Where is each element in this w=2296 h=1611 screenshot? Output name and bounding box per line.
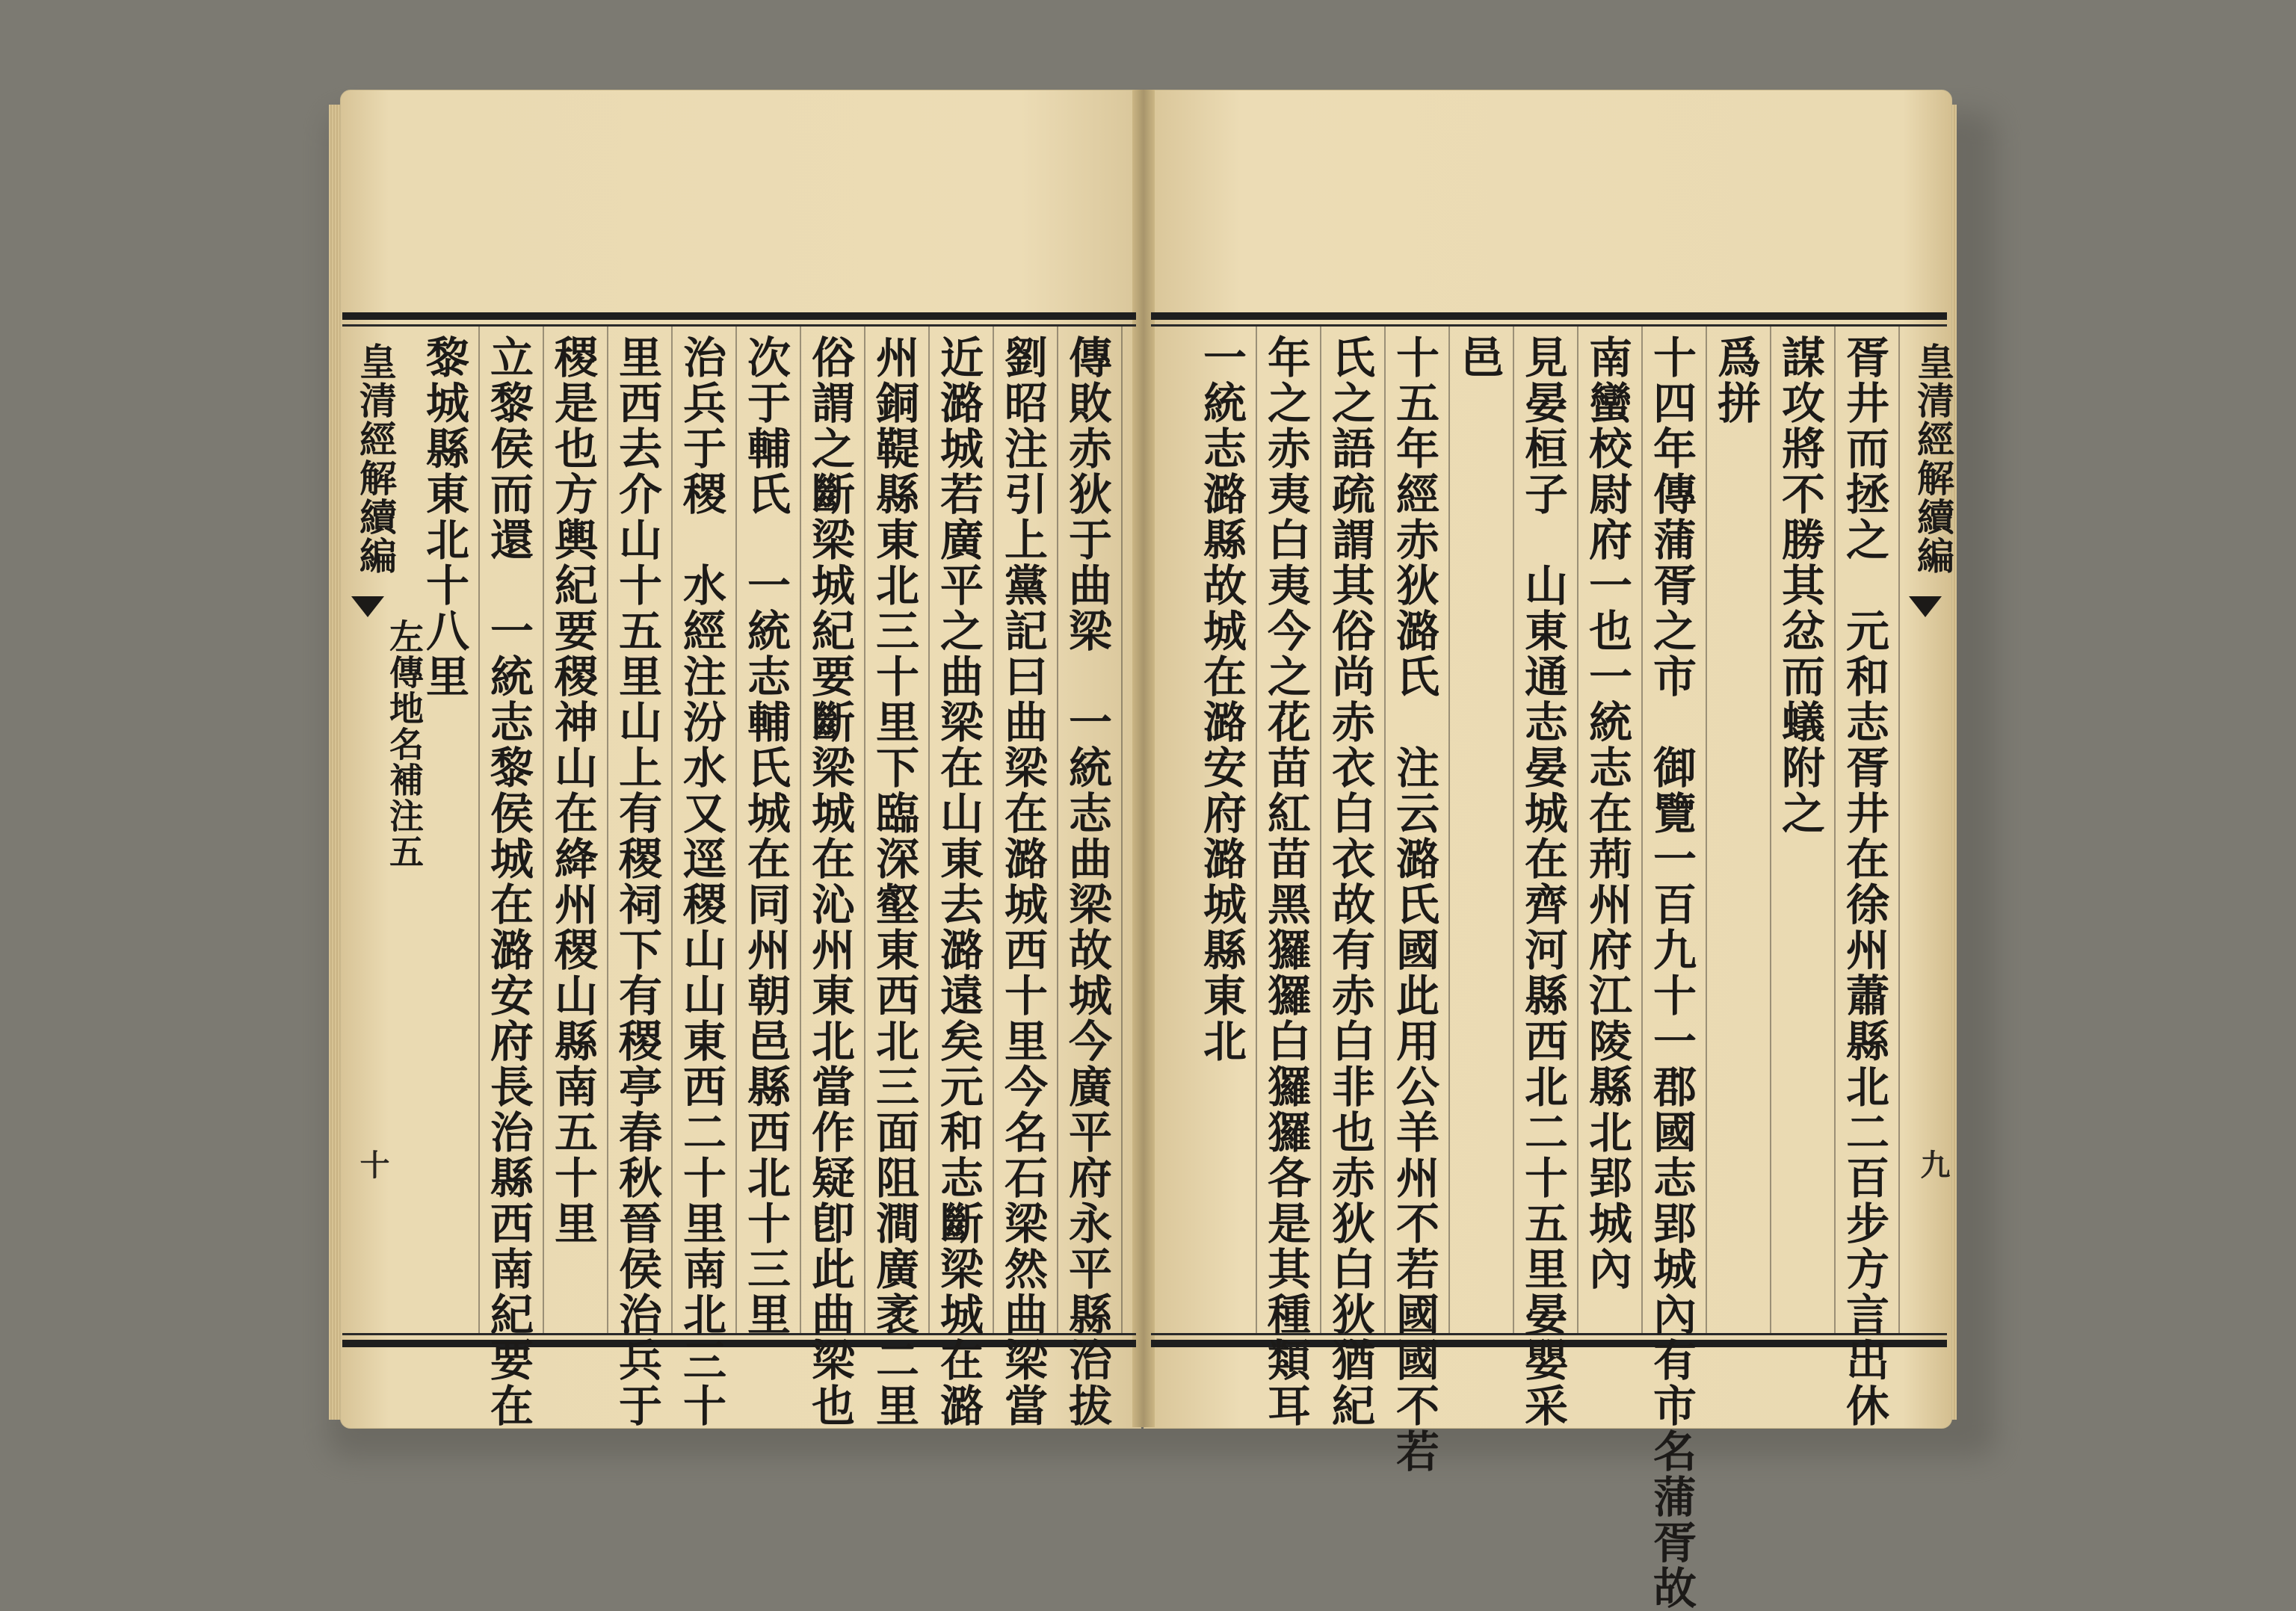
fish-tail-mark	[351, 596, 384, 617]
right-text-column: 年之赤夷白夷今之花苗紅苗黑玀玀白玀玀各是其種類耳	[1260, 335, 1311, 1429]
frame-top-thin-rule	[342, 324, 1136, 327]
column-rule	[1513, 327, 1514, 1333]
column-rule	[1256, 327, 1257, 1333]
left-text-column: 次于輔氏 一統志輔氏城在同州朝邑縣西北十三里	[740, 335, 791, 1338]
column-rule	[1706, 327, 1707, 1333]
frame-top-rule	[342, 312, 1136, 320]
column-rule	[1770, 327, 1771, 1333]
left-banner-title: 皇清經解續編	[354, 342, 398, 575]
column-rule	[543, 327, 544, 1333]
column-rule	[1834, 327, 1836, 1333]
column-rule	[1057, 327, 1058, 1333]
right-text-column: 見晏桓子 山東通志晏城在齊河縣西北二十五里晏嬰采	[1517, 335, 1568, 1429]
column-rule	[1320, 327, 1321, 1333]
right-text-column: 邑	[1453, 335, 1504, 380]
left-text-frame	[342, 312, 1136, 1429]
column-rule	[1641, 327, 1643, 1333]
column-rule	[1898, 327, 1900, 1333]
right-text-column: 南蠻校尉府一也一統志在荊州府江陵縣北郢城內	[1581, 335, 1632, 1292]
column-rule	[800, 327, 801, 1333]
right-text-column: 一統志潞縣故城在潞安府潞城縣東北	[1196, 335, 1247, 1064]
right-text-column: 謀攻將不勝其忿而蟻附之	[1774, 335, 1825, 836]
left-folio-number: 十	[355, 1149, 390, 1179]
column-rule	[864, 327, 865, 1333]
column-rule	[1384, 327, 1386, 1333]
column-rule	[607, 327, 608, 1333]
column-rule	[1448, 327, 1450, 1333]
fish-tail-mark	[1909, 596, 1942, 617]
left-text-column: 俗謂之斷梁城紀要斷梁城在沁州東北當作疑卽此曲梁也	[804, 335, 855, 1429]
right-text-column: 十五年經赤狄潞氏 注云潞氏國此用公羊州不若國國不若	[1389, 335, 1439, 1474]
column-rule	[1577, 327, 1578, 1333]
left-banner-subtitle: 左傳地名補注五	[384, 619, 425, 870]
right-text-column: 胥井而拯之 元和志胥井在徐州蕭縣北二百步方言出休	[1839, 335, 1889, 1429]
left-text-column: 治兵于稷 水經注汾水又逕稷山山東西二十里南北三十	[676, 335, 726, 1429]
left-text-column: 里西去介山十五里山上有稷祠下有稷亭春秋晉侯治兵于	[611, 335, 662, 1429]
right-text-column: 十四年傳蒲胥之市 御覽一百九十一郡國志郢城內有市名蒲胥故	[1646, 335, 1697, 1611]
column-rule	[735, 327, 737, 1333]
frame-top-rule	[1151, 312, 1947, 320]
frame-top-thin-rule	[1151, 324, 1947, 327]
left-text-column: 州銅鞮縣東北三十里下臨深壑東西北三面阻澗廣袤二里	[868, 335, 919, 1429]
column-rule	[478, 327, 480, 1333]
column-rule	[928, 327, 930, 1333]
column-rule	[993, 327, 994, 1333]
right-folio-number: 九	[1916, 1149, 1951, 1179]
left-text-column: 近潞城若廣平之曲梁在山東去潞遠矣元和志斷梁城在潞	[933, 335, 984, 1429]
left-text-column: 稷是也方輿紀要稷神山在絳州稷山縣南五十里	[547, 335, 598, 1246]
column-rule	[671, 327, 673, 1333]
right-text-frame	[1151, 312, 1955, 1611]
right-banner-title: 皇清經解續編	[1911, 342, 1955, 575]
left-text-column: 立黎侯而還 一統志黎侯城在潞安府長治縣西南紀要在	[483, 335, 534, 1429]
left-text-column: 黎城縣東北十八里	[419, 335, 469, 699]
left-text-column: 傳敗赤狄于曲梁 一統志曲梁故城今廣平府永平縣治拔	[1061, 335, 1112, 1429]
right-text-column: 爲拼	[1710, 335, 1761, 426]
right-text-column: 氏之語疏謂其俗尚赤衣白衣故有赤白非也赤狄白狄猶紀	[1324, 335, 1375, 1429]
column-rule	[1121, 327, 1123, 1333]
left-text-column: 劉昭注引上黨記曰曲梁在潞城西十里今名石梁然曲梁當	[997, 335, 1048, 1429]
